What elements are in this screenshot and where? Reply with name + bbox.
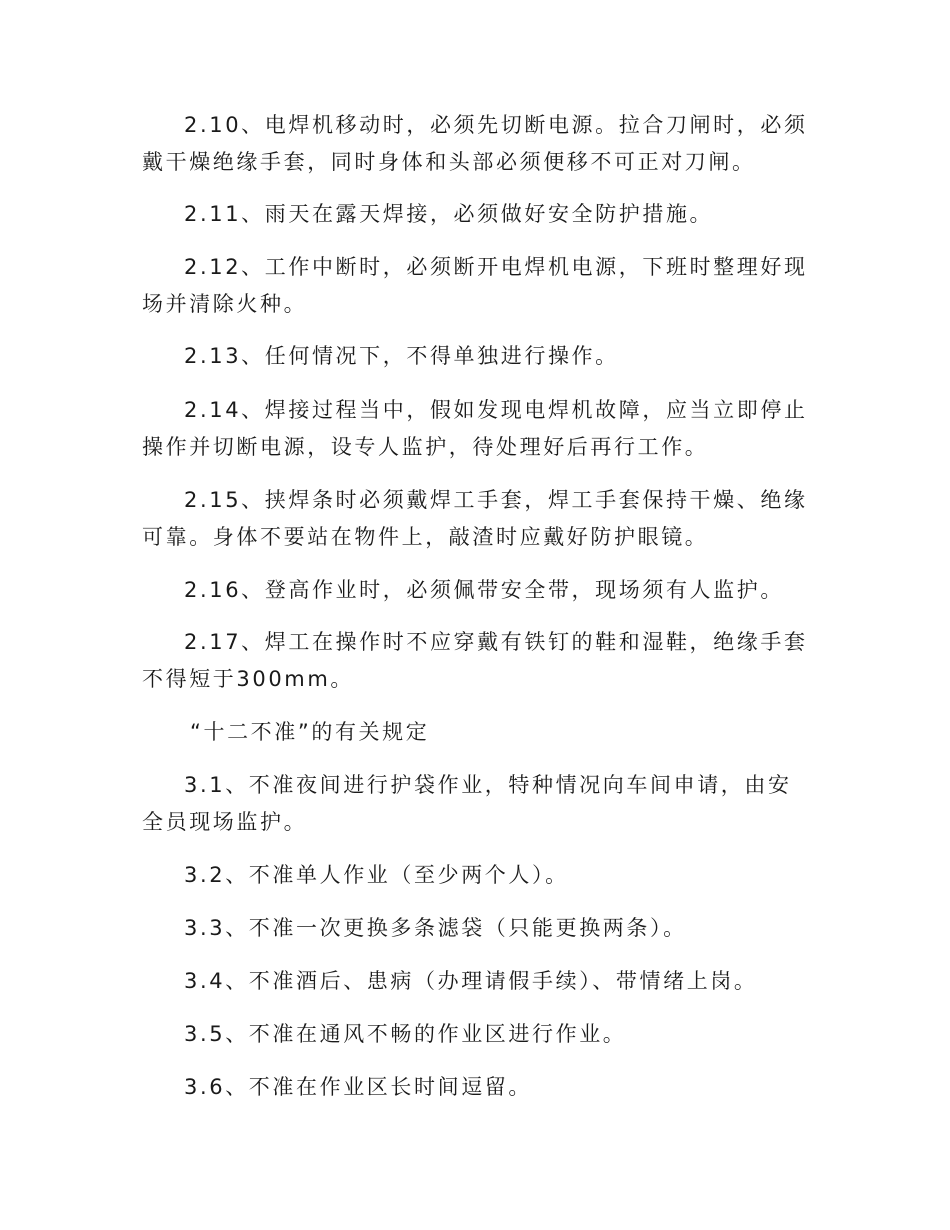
rule-3-3: 3.3、不准一次更换多条滤袋（只能更换两条）。 (184, 916, 687, 940)
section-heading: “十二不准”的有关规定 (190, 720, 430, 744)
paragraph-2-15: 2.15、挟焊条时必须戴焊工手套，焊工手套保持干燥、绝缘可靠。身体不要站在物件上，敲渣时应戴好防护眼镜。 (142, 488, 808, 549)
rule-3-5: 3.5、不准在通风不畅的作业区进行作业。 (184, 1022, 627, 1046)
paragraph-2-16: 2.16、登高作业时，必须佩带安全带，现场须有人监护。 (184, 578, 784, 602)
paragraph-2-12: 2.12、工作中断时，必须断开电焊机电源，下班时整理好现场并清除火种。 (142, 255, 808, 316)
paragraph-2-11: 2.11、雨天在露天焊接，必须做好安全防护措施。 (184, 202, 714, 226)
rule-3-2: 3.2、不准单人作业（至少两个人）。 (184, 863, 569, 887)
paragraph-2-13: 2.13、任何情况下，不得单独进行操作。 (184, 344, 619, 368)
paragraph-2-14: 2.14、焊接过程当中，假如发现电焊机故障，应当立即停止操作并切断电源，设专人监护，待处理好后再行工作。 (142, 398, 808, 459)
paragraph-2-17: 2.17、焊工在操作时不应穿戴有铁钉的鞋和湿鞋，绝缘手套不得短于300mm。 (142, 630, 808, 691)
rule-3-4: 3.4、不准酒后、患病（办理请假手续）、带情绪上岗。 (184, 969, 758, 993)
rule-3-1: 3.1、不准夜间进行护袋作业，特种情况向车间申请，由安全员现场监护。 (142, 773, 792, 834)
rule-3-6: 3.6、不准在作业区长时间逗留。 (184, 1075, 532, 1099)
paragraph-2-10: 2.10、电焊机移动时，必须先切断电源。拉合刀闸时，必须戴干燥绝缘手套，同时身体和头部必须便移不可正对刀闸。 (142, 113, 808, 174)
